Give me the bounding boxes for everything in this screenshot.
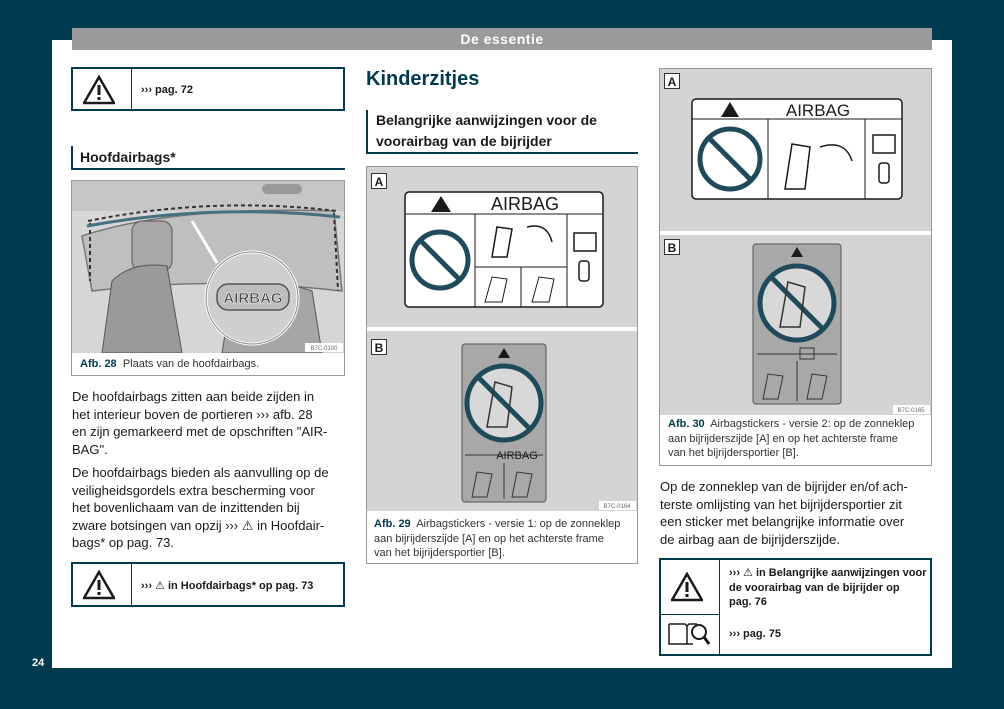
paragraph-1: De hoofdairbags zitten aan beide zijden in het interieur boven de portieren ››› afb. 28 en zijn gemarkeerd met de opschriften "AIR- BAG". xyxy=(72,389,328,457)
page-title: Kinderzitjes xyxy=(366,68,480,90)
label-b: B xyxy=(664,239,680,255)
figure-30 xyxy=(659,68,932,466)
label-a: A xyxy=(371,173,387,189)
note-box-top xyxy=(71,67,345,111)
airbag-sticker-illustration-v1 xyxy=(367,167,637,511)
note-reference[interactable]: ››› ⚠ in Belangrijke aanwijzingen voor de voorairbag van de bijrijder op pag. 76 xyxy=(729,567,927,608)
warning-icon xyxy=(83,570,115,600)
sticker-b-text: AIRBAG xyxy=(496,450,538,462)
figure-code: B7C-0164 xyxy=(603,504,631,510)
figure-29 xyxy=(366,166,638,564)
paragraph-right: Op de zonneklep van de bijrijder en/of ach- terste omlijsting van het bijrijdersportier zit een sticker met belangrijke informatie over de airbag aan de bijrijderszijde. xyxy=(660,479,908,547)
warning-icon xyxy=(83,75,115,105)
airbag-label: AIRBAG xyxy=(223,290,283,307)
paragraph-2: De hoofdairbags bieden als aanvulling op de veiligheidsgordels extra bescherming voor het bovenlichaam van de inzittenden bij zware botsingen van opzij ››› ⚠ in Hoofdair- bags* op pag. 73. xyxy=(72,465,329,550)
note-reference-page[interactable]: ››› pag. 75 xyxy=(729,628,781,640)
note-reference[interactable]: ››› ⚠ in Hoofdairbags* op pag. 73 xyxy=(141,580,314,592)
note-reference[interactable]: ››› pag. 72 xyxy=(141,84,193,96)
chapter-header: De essentie xyxy=(72,28,932,50)
page-number: 24 xyxy=(32,657,45,669)
label-b: B xyxy=(371,339,387,355)
figure-caption: Afb. 28 Plaats van de hoofdairbags. xyxy=(80,358,260,370)
figure-28 xyxy=(71,180,345,376)
sticker-a-title: AIRBAG xyxy=(490,194,560,214)
airbag-sticker-illustration-v2 xyxy=(660,69,931,415)
figure-caption: Afb. 30 Airbagstickers - versie 2: op de zonneklep aan bijrijderszijde [A] en op het achterste frame van het bijrijdersportier [B]. xyxy=(668,418,915,459)
book-search-icon xyxy=(667,620,711,648)
car-interior-illustration xyxy=(72,181,344,353)
note-box-right xyxy=(659,558,932,656)
figure-caption: Afb. 29 Airbagstickers - versie 1: op de zonneklep aan bijrijderszijde [A] en op het achterste frame van het bijrijdersportier [B]. xyxy=(374,518,621,559)
section-heading: Hoofdairbags* xyxy=(80,149,176,165)
warning-icon xyxy=(671,572,703,602)
subtitle: Belangrijke aanwijzingen voor de voorairbag van de bijrijder xyxy=(366,110,638,154)
figure-code: B7C-0165 xyxy=(897,408,925,414)
label-a: A xyxy=(664,73,680,89)
figure-code: B7C-0100 xyxy=(310,346,338,352)
note-box-bottom xyxy=(71,562,345,607)
sticker-a-title: AIRBAG xyxy=(785,101,851,120)
